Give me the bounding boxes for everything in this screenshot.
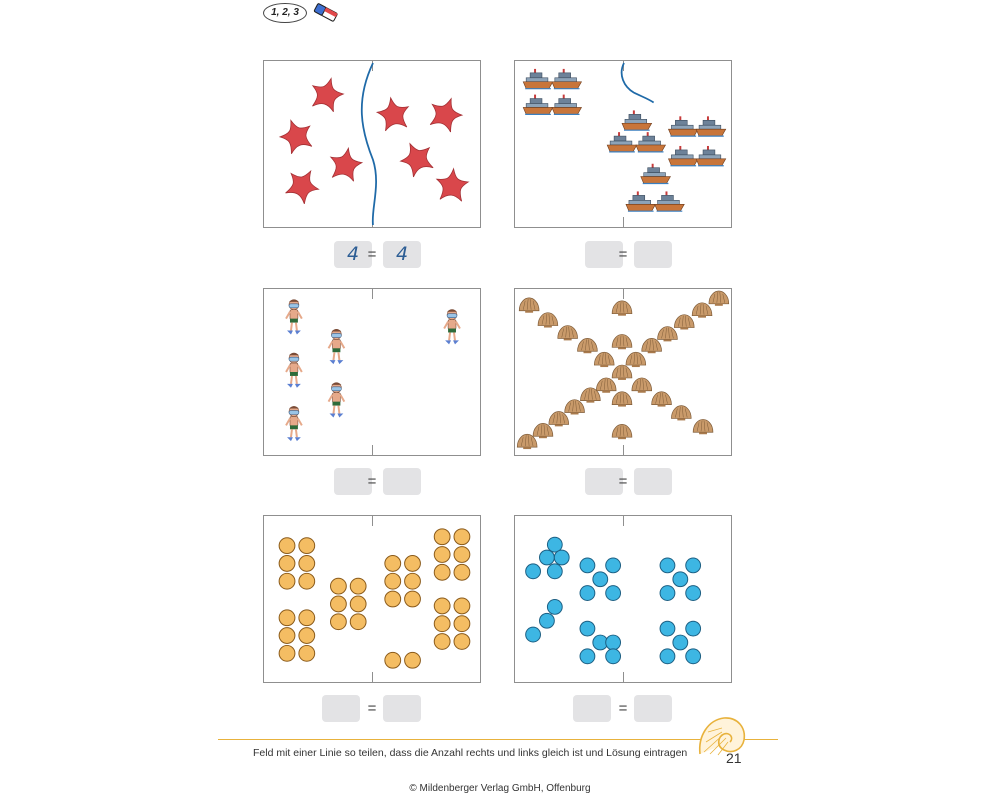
blue-dot xyxy=(673,635,688,650)
blue-dot xyxy=(686,649,701,664)
answer-box-left-5[interactable] xyxy=(322,695,360,722)
orange-dot xyxy=(279,610,295,626)
exercise-panel-divers[interactable] xyxy=(263,288,481,456)
eraser-icon xyxy=(313,2,339,22)
orange-dot xyxy=(385,573,401,589)
shell-icon xyxy=(693,419,713,434)
shell-icon xyxy=(533,423,553,438)
answer-box-left-6[interactable] xyxy=(573,695,611,722)
blue-dot xyxy=(660,621,675,636)
boat-icon xyxy=(626,191,656,211)
orange-dot xyxy=(299,610,315,626)
shell-icon xyxy=(612,334,632,349)
starfish-group xyxy=(264,61,480,227)
shell-icon xyxy=(578,338,598,353)
orange-dot xyxy=(405,652,421,668)
shell-group xyxy=(515,289,731,455)
blue-dot xyxy=(540,613,555,628)
shell-icon xyxy=(612,392,632,407)
orange-dot xyxy=(454,598,470,614)
orange-dot xyxy=(454,616,470,632)
copyright-text: © Mildenberger Verlag GmbH, Offenburg xyxy=(409,783,591,794)
equals-sign: = xyxy=(618,246,628,263)
orange-dot xyxy=(299,556,315,572)
blue-dot xyxy=(547,564,562,579)
blue-dot xyxy=(673,572,688,587)
blue-dot xyxy=(606,558,621,573)
equals-sign: = xyxy=(367,246,377,263)
blue-dot xyxy=(606,635,621,650)
starfish-icon xyxy=(396,137,438,179)
orange-dot xyxy=(454,547,470,563)
orange-dot xyxy=(385,556,401,572)
orange-dot xyxy=(279,573,295,589)
exercise-panel-blue-dots[interactable] xyxy=(514,515,732,683)
orange-dot xyxy=(279,628,295,644)
answer-box-left-1[interactable]: 4 xyxy=(334,241,372,268)
equals-sign: = xyxy=(618,473,628,490)
blue-dot xyxy=(686,621,701,636)
blue-dot xyxy=(660,586,675,601)
orange-dot xyxy=(434,634,450,650)
orange-dot xyxy=(331,614,347,630)
shell-icon xyxy=(652,392,672,407)
orange-dot xyxy=(350,596,366,612)
exercise-panel-boats[interactable] xyxy=(514,60,732,228)
equals-sign: = xyxy=(367,700,377,717)
shell-icon xyxy=(642,338,662,353)
boat-icon xyxy=(641,164,671,184)
shell-icon xyxy=(692,303,712,318)
boat-icon xyxy=(696,116,726,136)
dividing-line xyxy=(622,63,654,103)
blue-dot xyxy=(606,649,621,664)
shell-icon xyxy=(658,327,678,342)
shell-icon xyxy=(538,313,558,328)
diver-icon xyxy=(329,382,345,417)
blue-dot xyxy=(547,599,562,614)
instruction-text: Feld mit einer Linie so teilen, dass die Anzahl rechts und links gleich ist und Lösung eintragen xyxy=(253,747,688,759)
blue-dot xyxy=(580,558,595,573)
orange-dot xyxy=(279,538,295,554)
orange-dot xyxy=(385,591,401,607)
numbers-badge: 1, 2, 3 xyxy=(263,3,307,23)
boat-icon xyxy=(696,146,726,166)
shell-icon xyxy=(549,412,569,427)
boat-group xyxy=(515,61,731,227)
blue-dot xyxy=(580,621,595,636)
orange-dot xyxy=(454,564,470,580)
orange-dot xyxy=(405,573,421,589)
shell-icon xyxy=(674,315,694,330)
answer-box-right-3[interactable] xyxy=(383,468,421,495)
boat-icon xyxy=(523,95,553,115)
blue-dot xyxy=(686,558,701,573)
answer-box-right-6[interactable] xyxy=(634,695,672,722)
starfish-icon xyxy=(327,145,364,182)
orange-dot xyxy=(299,538,315,554)
orange-dot xyxy=(434,564,450,580)
shell-icon xyxy=(558,326,578,341)
diver-icon xyxy=(329,329,345,364)
page-number: 21 xyxy=(726,750,742,766)
starfish-icon xyxy=(375,95,412,132)
blue-dot-group xyxy=(515,516,731,682)
shell-icon xyxy=(565,400,585,415)
orange-dot xyxy=(350,578,366,594)
exercise-panel-shells[interactable] xyxy=(514,288,732,456)
blue-dot xyxy=(526,627,541,642)
shell-icon xyxy=(626,352,646,367)
starfish-icon xyxy=(276,115,317,156)
equals-sign: = xyxy=(367,473,377,490)
boat-icon xyxy=(523,69,553,89)
diver-icon xyxy=(286,353,302,388)
orange-dot xyxy=(454,529,470,545)
orange-dot xyxy=(434,529,450,545)
boat-icon xyxy=(655,191,685,211)
exercise-panel-starfish[interactable] xyxy=(263,60,481,228)
orange-dot xyxy=(299,573,315,589)
orange-dot xyxy=(405,556,421,572)
orange-dot xyxy=(434,616,450,632)
boat-icon xyxy=(636,132,666,152)
orange-dot xyxy=(434,547,450,563)
answer-box-right-4[interactable] xyxy=(634,468,672,495)
orange-dot xyxy=(279,556,295,572)
starfish-icon xyxy=(281,163,324,206)
orange-dot xyxy=(331,596,347,612)
answer-box-right-2[interactable] xyxy=(634,241,672,268)
shell-icon xyxy=(594,352,614,367)
orange-dot xyxy=(405,591,421,607)
blue-dot xyxy=(606,586,621,601)
blue-dot xyxy=(580,586,595,601)
shell-icon xyxy=(596,378,616,393)
boat-icon xyxy=(607,132,637,152)
boat-icon xyxy=(668,116,698,136)
boat-icon xyxy=(668,146,698,166)
shell-icon xyxy=(632,378,652,393)
orange-dot-group xyxy=(264,516,480,682)
boat-icon xyxy=(622,110,652,130)
answer-box-right-1[interactable]: 4 xyxy=(383,241,421,268)
boat-icon xyxy=(552,69,582,89)
diver-icon xyxy=(286,406,302,441)
blue-dot xyxy=(540,550,555,565)
orange-dot xyxy=(350,614,366,630)
boat-icon xyxy=(552,95,582,115)
orange-dot xyxy=(331,578,347,594)
starfish-icon xyxy=(435,167,469,201)
shell-icon xyxy=(612,424,632,439)
shell-icon xyxy=(612,365,632,380)
blue-dot xyxy=(660,558,675,573)
blue-dot xyxy=(554,550,569,565)
diver-icon xyxy=(286,299,302,334)
shell-icon xyxy=(612,301,632,316)
shell-icon xyxy=(671,406,691,421)
shell-icon xyxy=(519,298,539,313)
orange-dot xyxy=(385,652,401,668)
diver-icon xyxy=(444,309,460,344)
blue-dot xyxy=(660,649,675,664)
orange-dot xyxy=(434,598,450,614)
orange-dot xyxy=(454,634,470,650)
starfish-icon xyxy=(426,93,467,134)
equals-sign: = xyxy=(618,700,628,717)
starfish-icon xyxy=(308,74,347,113)
orange-dot xyxy=(279,645,295,661)
dividing-line xyxy=(362,63,376,225)
orange-dot xyxy=(299,645,315,661)
exercise-panel-orange-dots[interactable] xyxy=(263,515,481,683)
diver-group xyxy=(264,289,480,455)
blue-dot xyxy=(580,649,595,664)
blue-dot xyxy=(593,572,608,587)
blue-dot xyxy=(526,564,541,579)
answer-box-right-5[interactable] xyxy=(383,695,421,722)
blue-dot xyxy=(686,586,701,601)
orange-dot xyxy=(299,628,315,644)
shell-icon xyxy=(709,291,729,306)
